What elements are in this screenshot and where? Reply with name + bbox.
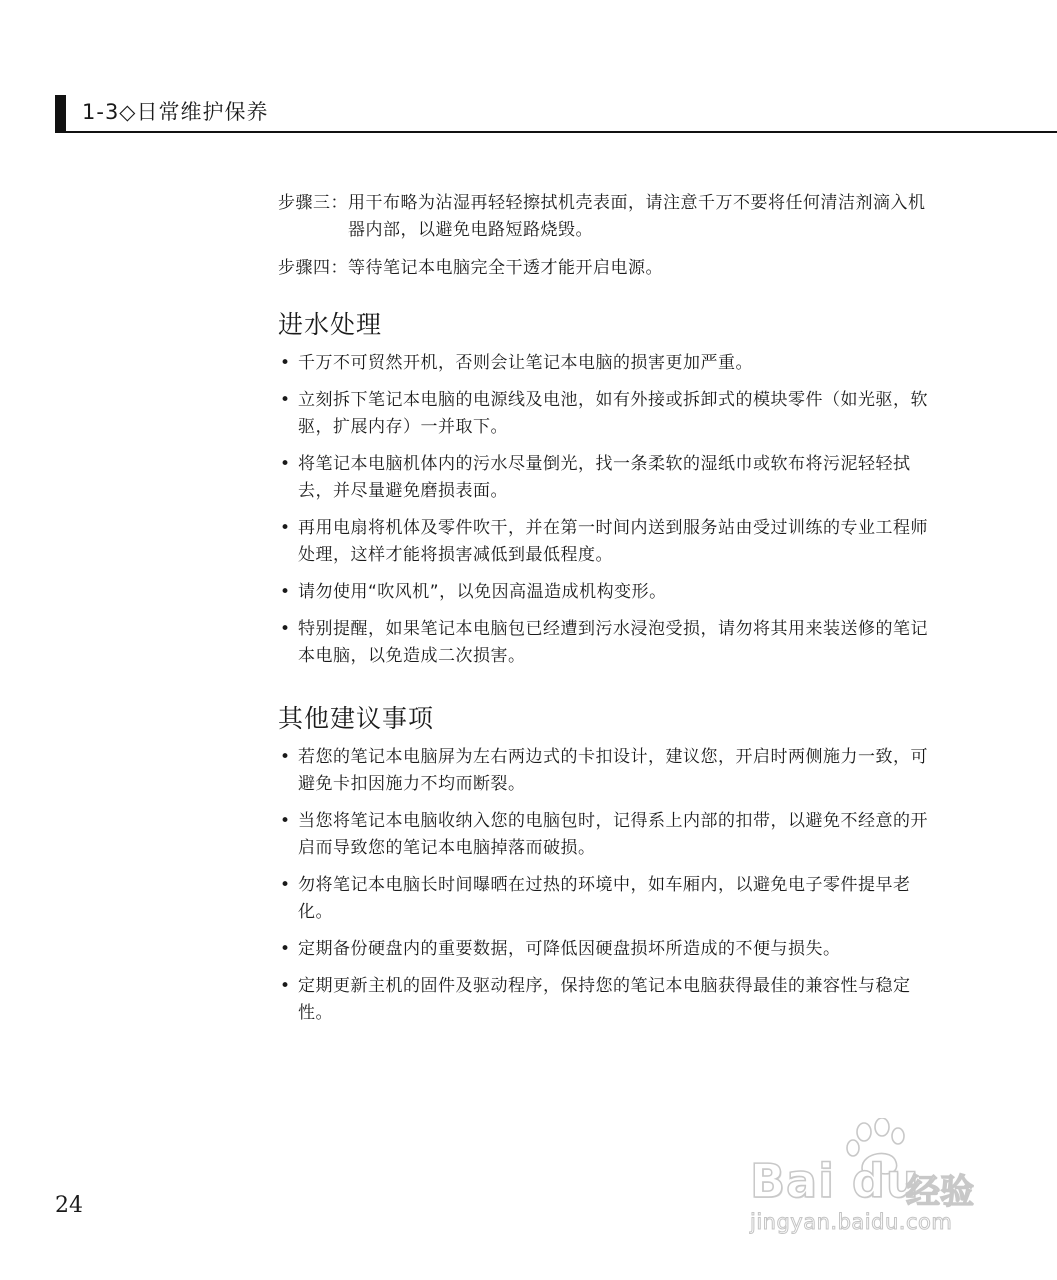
list-item-text: 千万不可贸然开机，否则会让笔记本电脑的损害更加严重。 bbox=[298, 353, 753, 373]
list-item bbox=[278, 744, 928, 798]
watermark-url: jingyan.baidu.com bbox=[750, 1210, 953, 1234]
list-item-text: 定期备份硬盘内的重要数据，可降低因硬盘损坏所造成的不便与损失。 bbox=[298, 939, 841, 959]
list-item bbox=[278, 350, 928, 377]
step-text: 等待笔记本电脑完全干透才能开启电源。 bbox=[348, 258, 663, 278]
step-text: 用干布略为沾湿再轻轻擦拭机壳表面，请注意千万不要将任何清洁剂滴入机器内部，以避免电路短路烧毁。 bbox=[348, 193, 926, 240]
watermark-brand: Bai du bbox=[750, 1154, 920, 1208]
list-item-text: 若您的笔记本电脑屏为左右两边式的卡扣设计，建议您，开启时两侧施力一致，可避免卡扣因施力不均而断裂。 bbox=[298, 747, 928, 794]
step-three bbox=[278, 190, 928, 244]
list-item bbox=[278, 579, 928, 606]
bullet-icon: • bbox=[280, 390, 291, 410]
main-content bbox=[278, 190, 928, 1037]
list-item-text: 当您将笔记本电脑收纳入您的电脑包时，记得系上内部的扣带，以避免不经意的开启而导致您的笔记本电脑掉落而破损。 bbox=[298, 811, 928, 858]
bullet-icon: • bbox=[280, 582, 291, 602]
list-item bbox=[278, 451, 928, 505]
step-label: 步骤四： bbox=[278, 258, 348, 278]
list-item bbox=[278, 973, 928, 1027]
list-item-text: 特别提醒，如果笔记本电脑包已经遭到污水浸泡受损，请勿将其用来装送修的笔记本电脑，以免造成二次损害。 bbox=[298, 619, 928, 666]
bullet-icon: • bbox=[280, 747, 291, 767]
section-title-other-advice: 其他建议事项 bbox=[278, 704, 435, 733]
header-divider bbox=[55, 131, 1057, 133]
bullet-icon: • bbox=[280, 353, 291, 373]
bullet-icon: • bbox=[280, 939, 291, 959]
list-item-text: 勿将笔记本电脑长时间曝晒在过热的环境中，如车厢内，以避免电子零件提早老化。 bbox=[298, 875, 911, 922]
watermark-product: 经验 bbox=[906, 1172, 974, 1212]
list-item-text: 请勿使用“吹风机”，以免因高温造成机构变形。 bbox=[298, 582, 667, 602]
bullet-icon: • bbox=[280, 875, 291, 895]
bullet-icon: • bbox=[280, 518, 291, 538]
step-label: 步骤三： bbox=[278, 193, 348, 213]
list-item bbox=[278, 515, 928, 569]
bullet-icon: • bbox=[280, 619, 291, 639]
list-item bbox=[278, 387, 928, 441]
header-bar-marker bbox=[55, 95, 66, 132]
bullet-icon: • bbox=[280, 454, 291, 474]
section-title-water-damage: 进水处理 bbox=[278, 310, 383, 339]
list-item-text: 再用电扇将机体及零件吹干，并在第一时间内送到服务站由受过训练的专业工程师处理，这样才能将损害减低到最低程度。 bbox=[298, 518, 928, 565]
bullet-icon: • bbox=[280, 976, 291, 996]
list-item-text: 立刻拆下笔记本电脑的电源线及电池，如有外接或拆卸式的模块零件（如光驱，软驱，扩展内存）一并取下。 bbox=[298, 390, 928, 437]
list-item bbox=[278, 872, 928, 926]
list-item-text: 将笔记本电脑机体内的污水尽量倒光，找一条柔软的湿纸巾或软布将污泥轻轻拭去，并尽量避免磨损表面。 bbox=[298, 454, 911, 501]
baidu-jingyan-watermark bbox=[748, 1118, 1008, 1238]
list-item-text: 定期更新主机的固件及驱动程序，保持您的笔记本电脑获得最佳的兼容性与稳定性。 bbox=[298, 976, 911, 1023]
list-item bbox=[278, 616, 928, 670]
water-damage-list bbox=[278, 350, 928, 670]
list-item bbox=[278, 808, 928, 862]
bullet-icon: • bbox=[280, 811, 291, 831]
page-number: 24 bbox=[55, 1193, 83, 1218]
step-four bbox=[278, 255, 928, 282]
other-advice-list bbox=[278, 744, 928, 1027]
list-item bbox=[278, 936, 928, 963]
page-header-title: 1-3◇日常维护保养 bbox=[82, 100, 269, 124]
